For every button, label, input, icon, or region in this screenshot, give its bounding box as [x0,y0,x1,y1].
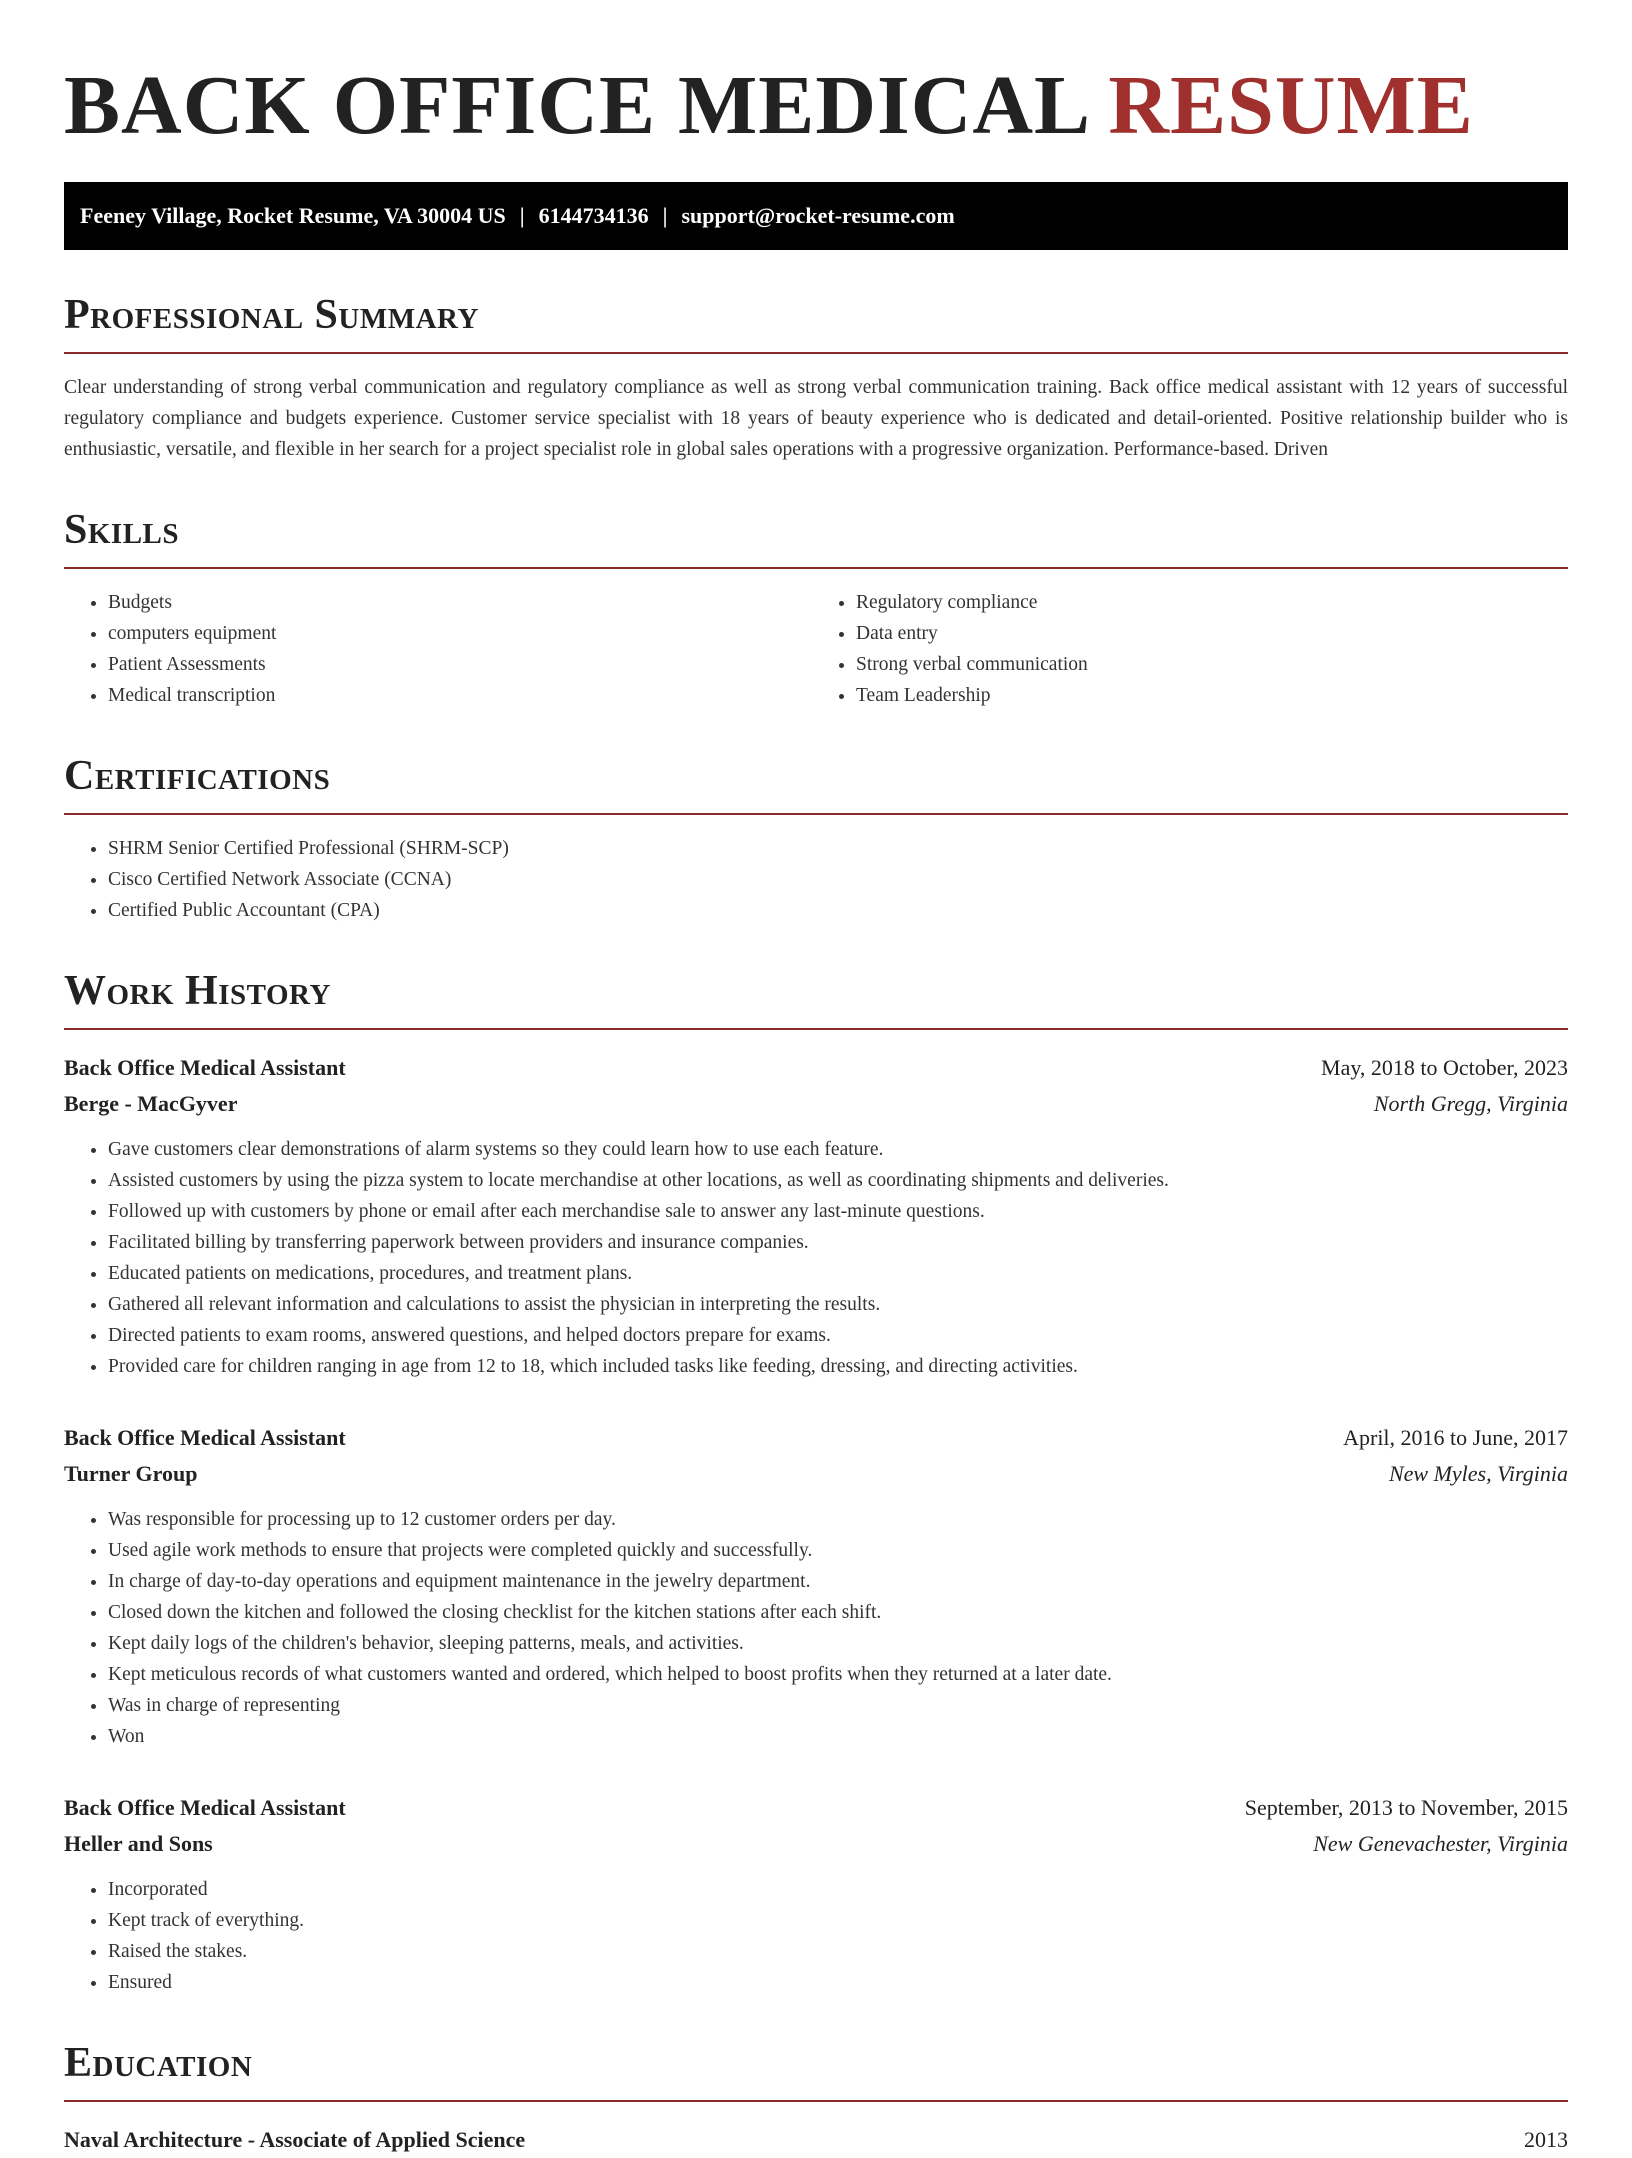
job-company-row [64,1456,1568,1492]
skill-item: • Regulatory compliance [856,587,1568,618]
job-company-row [64,1086,1568,1122]
contact-separator: | [519,203,525,228]
summary-section [64,294,1568,465]
job-title: Back Office Medical Assistant [64,1425,346,1450]
title-main: BACK OFFICE MEDICAL [64,59,1087,152]
skill-item: • Patient Assessments [108,649,820,680]
job-duty: • Won [108,1721,1568,1752]
job-duty: • Incorporated [108,1874,1568,1905]
job-dates: April, 2016 to June, 2017 [1343,1425,1568,1450]
job-company: Berge - MacGyver [64,1091,238,1116]
resume-title [64,56,1568,152]
job-location: North Gregg, Virginia [1373,1091,1568,1116]
job-duty: • Educated patients on medications, procedures, and treatment plans. [108,1258,1568,1289]
job-entry [64,1420,1568,1752]
job-duty: • In charge of day-to-day operations and equipment maintenance in the jewelry department. [108,1566,1568,1597]
job-company-row [64,1826,1568,1862]
job-dates: May, 2018 to October, 2023 [1321,1055,1568,1080]
job-header-row [64,1790,1568,1826]
job-duty: • Assisted customers by using the pizza system to locate merchandise at other locations, as well as coordinating shipments and deliveries. [108,1165,1568,1196]
job-title: Back Office Medical Assistant [64,1795,346,1820]
job-duty: • Gave customers clear demonstrations of alarm systems so they could learn how to use each feature. [108,1134,1568,1165]
certifications-section [64,755,1568,926]
job-duty: • Followed up with customers by phone or email after each merchandise sale to answer any last-minute questions. [108,1196,1568,1227]
certification-item: • Cisco Certified Network Associate (CCNA) [108,864,1568,895]
job-duty: • Raised the stakes. [108,1936,1568,1967]
job-duty: • Gathered all relevant information and calculations to assist the physician in interpreting the results. [108,1289,1568,1320]
job-duty: • Was responsible for processing up to 12 customer orders per day. [108,1504,1568,1535]
education-row [64,2122,1568,2158]
job-company: Heller and Sons [64,1831,213,1856]
skill-item: • Budgets [108,587,820,618]
certifications-list [64,833,1568,926]
section-heading: Skills [64,509,1568,569]
job-duty: • Facilitated billing by transferring paperwork between providers and insurance companies. [108,1227,1568,1258]
job-duties-list [64,1874,1568,1998]
section-heading: Professional Summary [64,294,1568,354]
contact-email: support@rocket-resume.com [681,203,955,228]
education-year: 2013 [1524,2127,1568,2152]
contact-address: Feeney Village, Rocket Resume, VA 30004 US [80,203,506,228]
job-duty: • Provided care for children ranging in age from 12 to 18, which included tasks like feeding, dressing, and directing activities. [108,1351,1568,1382]
job-duty: • Used agile work methods to ensure that projects were completed quickly and successfully. [108,1535,1568,1566]
skill-item: • Strong verbal communication [856,649,1568,680]
skill-item: • Data entry [856,618,1568,649]
contact-bar [64,182,1568,250]
job-title: Back Office Medical Assistant [64,1055,346,1080]
section-heading: Certifications [64,755,1568,815]
skill-item: • computers equipment [108,618,820,649]
job-entry [64,1050,1568,1382]
job-duty: • Kept meticulous records of what customers wanted and ordered, which helped to boost profits when they returned at a later date. [108,1659,1568,1690]
skills-list-left [64,587,820,711]
certification-item: • Certified Public Accountant (CPA) [108,895,1568,926]
skills-grid [64,569,1568,711]
skill-item: • Medical transcription [108,680,820,711]
education-section [64,2042,1568,2158]
job-header-row [64,1420,1568,1456]
job-location: New Myles, Virginia [1388,1461,1568,1486]
education-degree: Naval Architecture - Associate of Applied Science [64,2127,526,2152]
job-duty: • Kept track of everything. [108,1905,1568,1936]
job-duty: • Closed down the kitchen and followed the closing checklist for the kitchen stations after each shift. [108,1597,1568,1628]
skills-section [64,509,1568,711]
section-heading: Education [64,2042,1568,2102]
job-duty: • Was in charge of representing [108,1690,1568,1721]
skills-list-right [820,587,1568,711]
section-heading: Work History [64,970,1568,1030]
contact-separator: | [662,203,668,228]
job-location: New Genevachester, Virginia [1313,1831,1568,1856]
job-company: Turner Group [64,1461,198,1486]
job-duty: • Kept daily logs of the children's behavior, sleeping patterns, meals, and activities. [108,1628,1568,1659]
job-entry [64,1790,1568,1998]
certification-item: • SHRM Senior Certified Professional (SHRM-SCP) [108,833,1568,864]
summary-text: Clear understanding of strong verbal communication and regulatory compliance as well as strong verbal communication training. Back office medical assistant with 12 years of successful regulatory compliance and budgets experience. Customer service specialist with 18 years of beauty experience who is dedicated and detail-oriented. Positive relationship builder who is enthusiastic, versatile, and flexible in her search for a project specialist role in global sales operations with a progressive organization. Performance-based. Driven [64,377,1568,460]
work-history-section [64,970,1568,1998]
job-dates: September, 2013 to November, 2015 [1244,1795,1568,1820]
job-duty: • Directed patients to exam rooms, answered questions, and helped doctors prepare for exams. [108,1320,1568,1351]
skill-item: • Team Leadership [856,680,1568,711]
job-header-row [64,1050,1568,1086]
contact-phone: 6144734136 [538,203,649,228]
job-duties-list [64,1134,1568,1382]
title-accent: RESUME [1108,59,1474,152]
job-duties-list [64,1504,1568,1752]
job-duty: • Ensured [108,1967,1568,1998]
